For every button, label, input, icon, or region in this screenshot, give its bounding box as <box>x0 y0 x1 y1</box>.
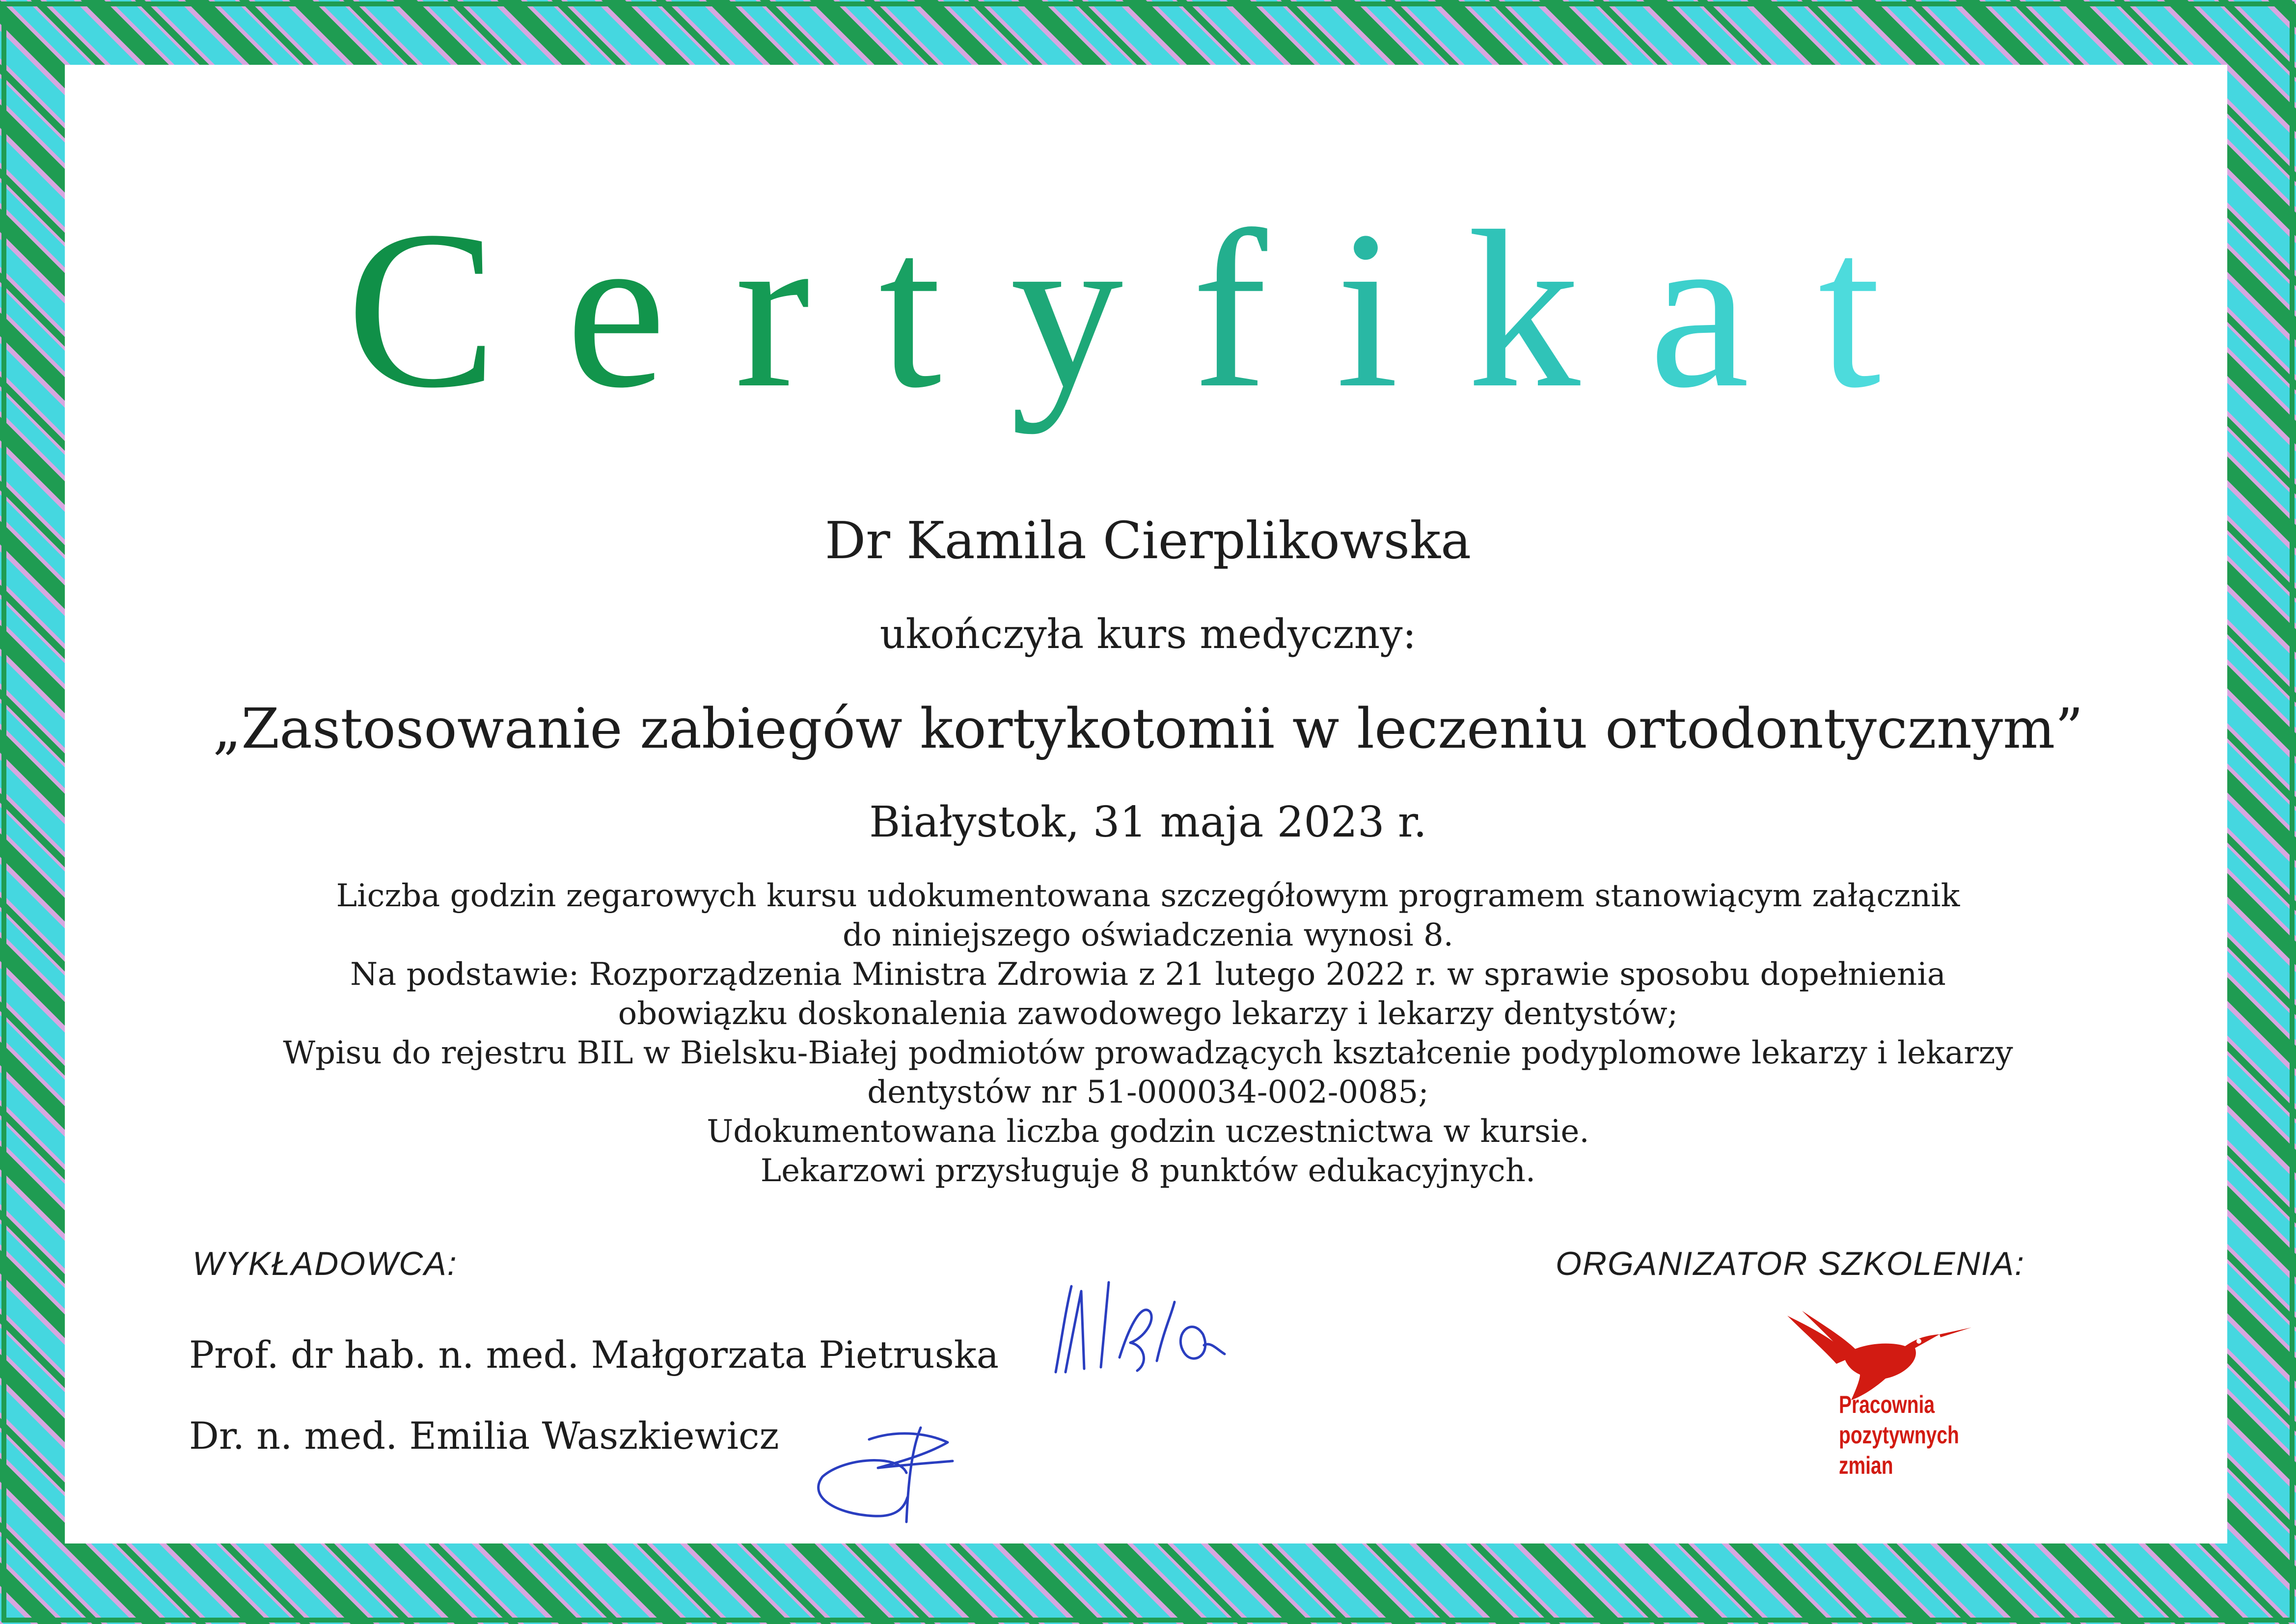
title-letter: r <box>735 184 879 434</box>
signature-pietruska <box>1046 1257 1242 1384</box>
body-line: Udokumentowana liczba godzin uczestnictwa w kursie. <box>707 1113 1589 1150</box>
title-letter: a <box>1649 184 1818 434</box>
title-letter: t <box>1818 184 1950 434</box>
course-title: „Zastosowanie zabiegów kortykotomii w leczeniu ortodontycznym” <box>213 697 2083 761</box>
recipient-name: Dr Kamila Cierplikowska <box>824 511 1472 570</box>
title-letter: f <box>1192 184 1336 434</box>
logo-line: zmian <box>1839 1452 1893 1479</box>
body-line: obowiązku doskonalenia zawodowego lekarzy i lekarzy dentystów; <box>618 996 1678 1032</box>
title-letter: y <box>1010 184 1192 434</box>
title-letter: k <box>1467 184 1649 434</box>
certificate-title <box>0 184 2296 434</box>
certificate-body <box>0 876 2296 1191</box>
organizer-label: ORGANIZATOR SZKOLENIA: <box>1556 1245 2025 1282</box>
title-letter: t <box>878 184 1011 434</box>
body-line: Liczba godzin zegarowych kursu udokumentowana szczegółowym programem stanowiącym załącznik <box>336 878 1960 914</box>
completion-statement: ukończyła kurs medyczny: <box>879 611 1417 658</box>
body-line: Lekarzowi przysługuje 8 punktów edukacyjnych. <box>760 1153 1536 1189</box>
logo-line: pozytywnych <box>1839 1421 1959 1449</box>
lecturer-label: WYKŁADOWCA: <box>192 1245 458 1282</box>
logo-line: Pracownia <box>1839 1391 1935 1418</box>
place-date: Białystok, 31 maja 2023 r. <box>869 798 1427 847</box>
title-letter: e <box>566 184 735 434</box>
body-line: do niniejszego oświadczenia wynosi 8. <box>843 917 1453 953</box>
title-letter: C <box>346 184 566 434</box>
lecturer-name: Prof. dr hab. n. med. Małgorzata Pietruska <box>189 1333 999 1377</box>
lecturer-name: Dr. n. med. Emilia Waszkiewicz <box>189 1414 779 1458</box>
organizer-logo <box>1777 1306 1974 1532</box>
body-line: Na podstawie: Rozporządzenia Ministra Zdrowia z 21 lutego 2022 r. w sprawie sposobu dopełnienia <box>350 956 1946 993</box>
body-line: Wpisu do rejestru BIL w Bielsku-Białej podmiotów prowadzących kształcenie podyplomowe lekarzy i lekarzy <box>283 1035 2013 1071</box>
title-letter: i <box>1336 184 1468 434</box>
body-line: dentystów nr 51-000034-002-0085; <box>867 1074 1429 1110</box>
signature-waszkiewicz <box>805 1414 967 1532</box>
organizer-logo-text <box>1839 1389 1959 1481</box>
